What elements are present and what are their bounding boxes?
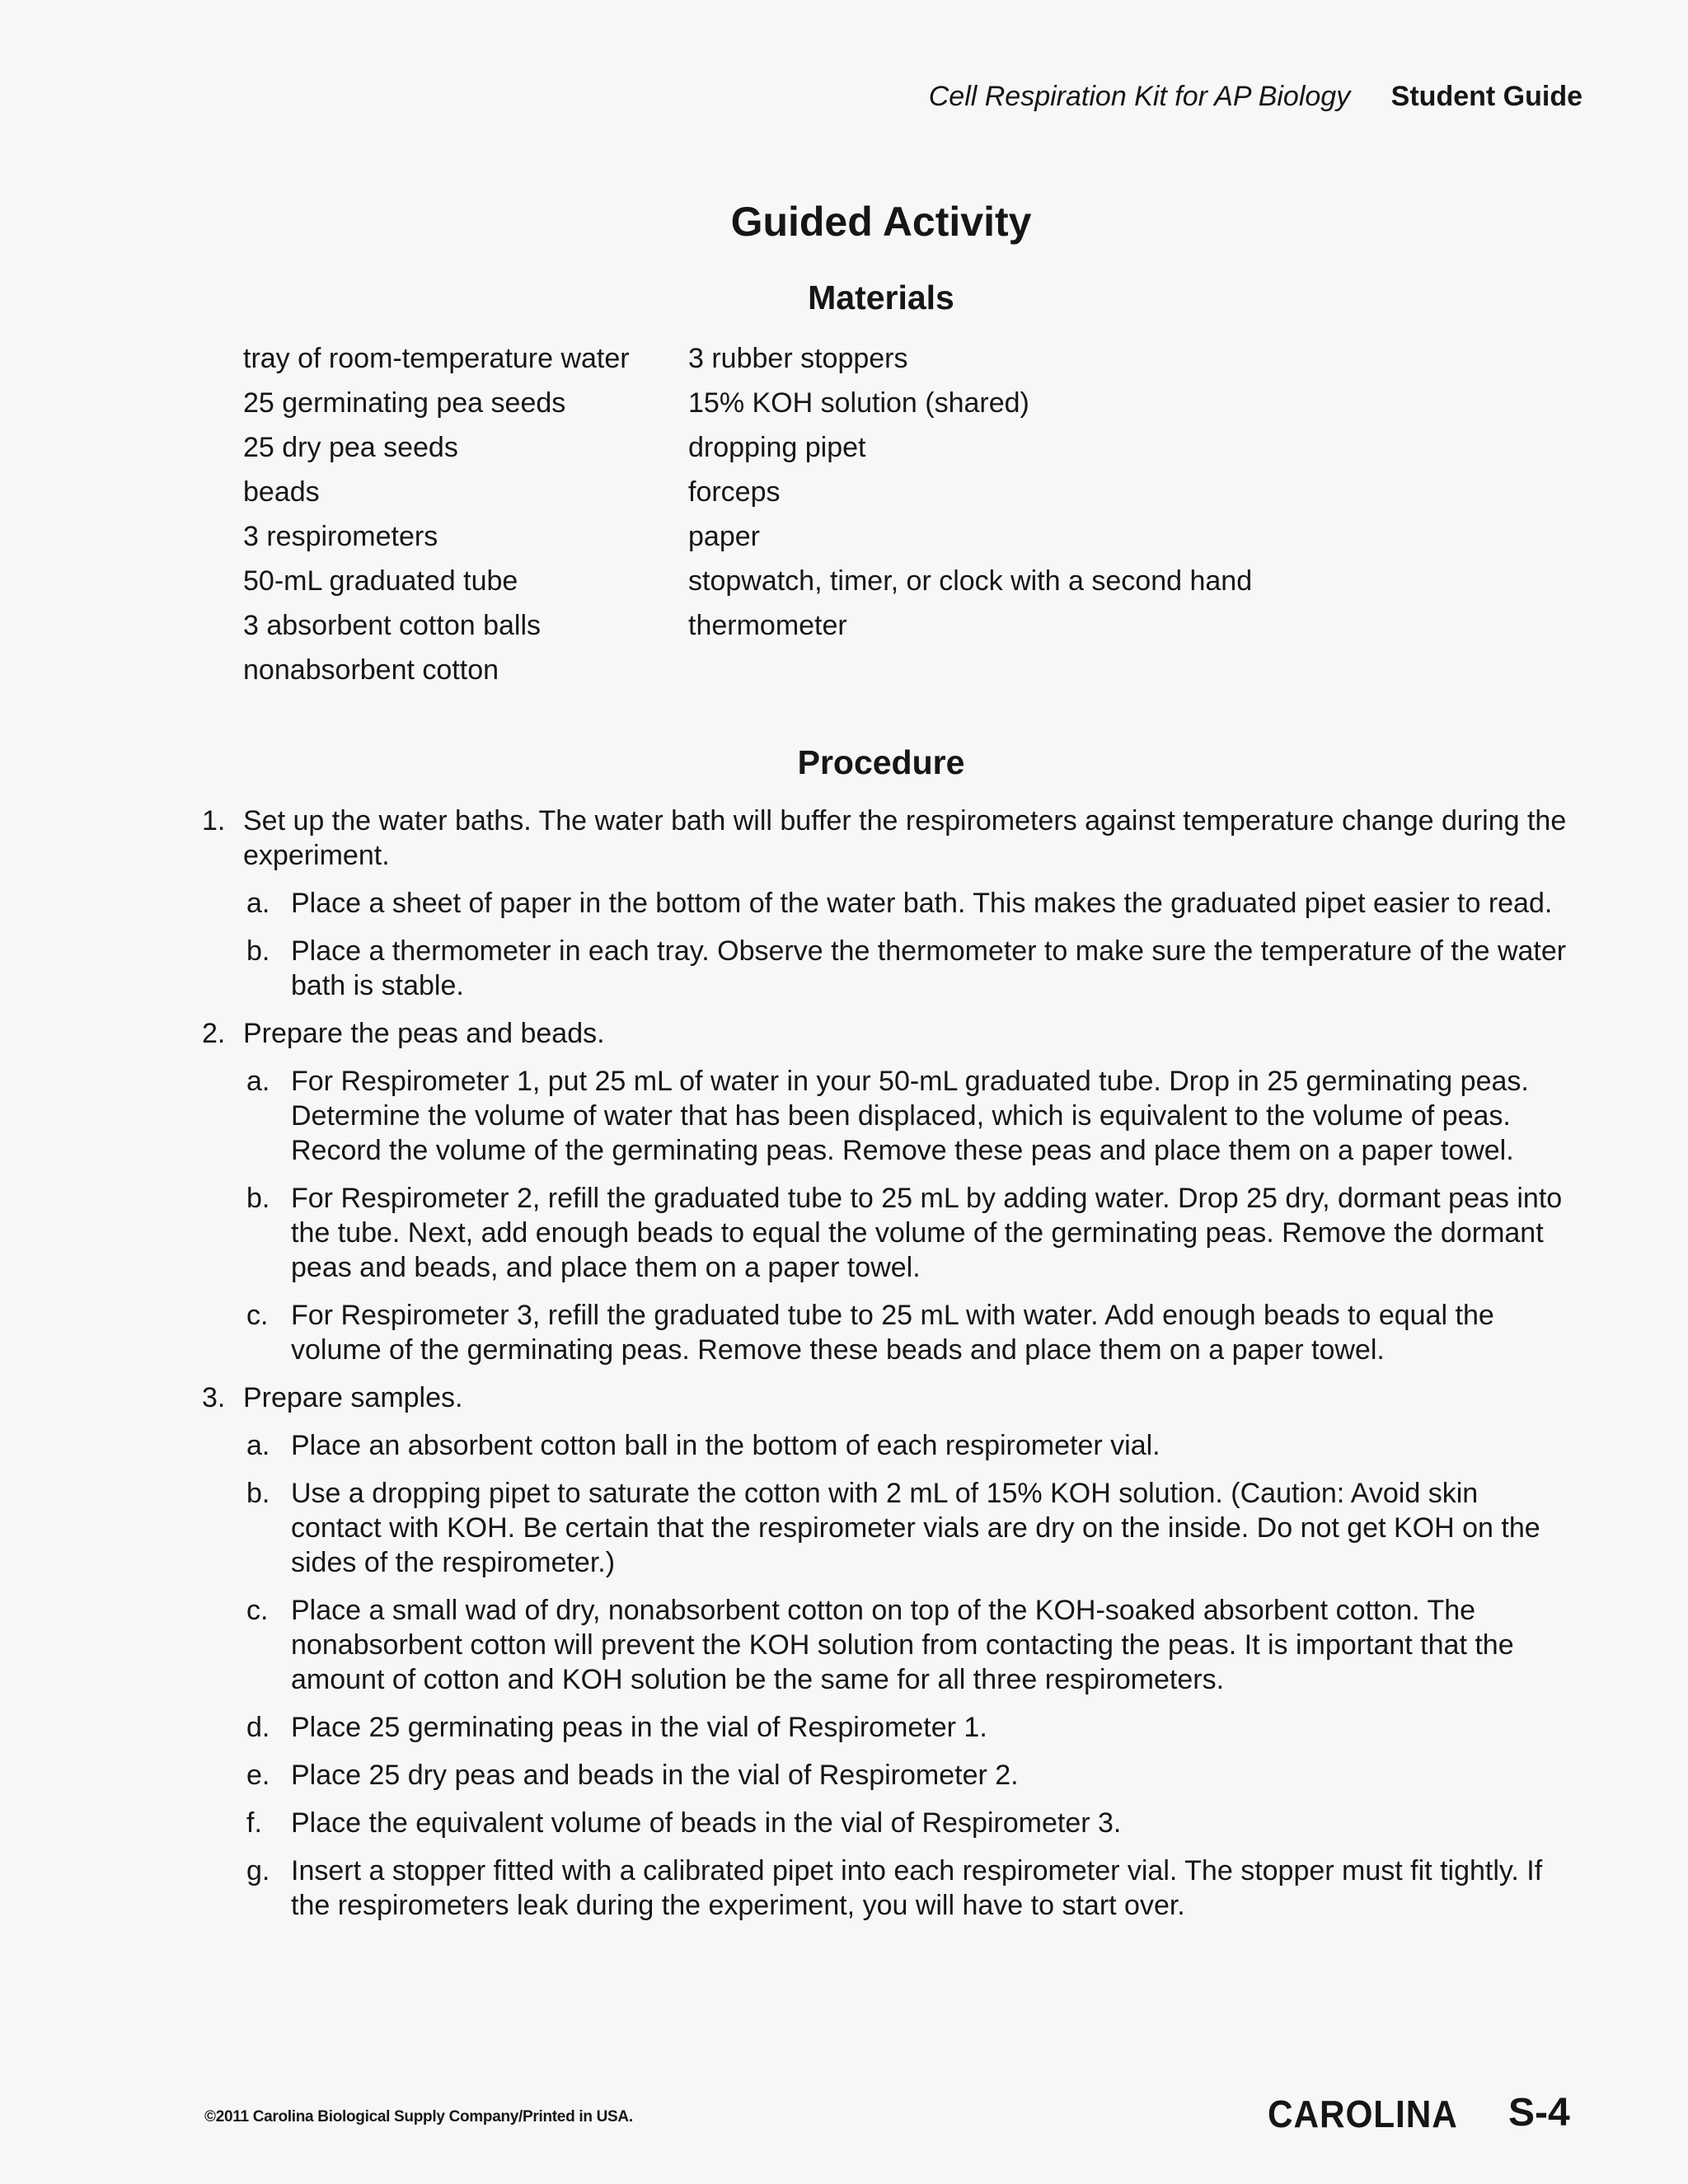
substep-letter: f. [246,1807,262,1839]
carolina-logo: CAROLINA [1268,2093,1458,2135]
substep-text: Use a dropping pipet to saturate the cotton with 2 mL of 15% KOH solution. (Caution: Avoid skin contact with KOH. Be certain that the respirometer vials are dry on the inside. Do not get KOH on the sides of the respirometer.) [291,1478,1540,1578]
substep-text: Place an absorbent cotton ball in the bottom of each respirometer vial. [291,1430,1160,1461]
substep-letter: c. [246,1300,269,1331]
substep [243,1298,1570,1367]
materials-list-left [243,336,630,692]
substep [243,934,1570,1003]
material-item: 50-mL graduated tube [243,565,518,597]
substep-text: Place 25 dry peas and beads in the vial of Respirometer 2. [291,1760,1019,1791]
substep [243,1428,1570,1463]
materials-list-right [688,336,1252,648]
substep-text: Place the equivalent volume of beads in the vial of Respirometer 3. [291,1807,1122,1839]
substep-text: Insert a stopper fitted with a calibrated pipet into each respirometer vial. The stopper must fit tightly. If the respirometers leak during the experiment, you will have to start over. [291,1855,1543,1921]
substep [243,1181,1570,1285]
step-text: Set up the water baths. The water bath will buffer the respirometers against temperature change during the experiment. [243,805,1567,871]
running-header [929,81,1582,113]
procedure-step [202,1016,1570,1367]
material-item: 3 respirometers [243,521,438,552]
substep-letter: b. [246,1478,270,1509]
substep [243,886,1570,921]
material-item: nonabsorbent cotton [243,654,499,686]
substep-letter: d. [246,1712,270,1743]
substep-letter: b. [246,1183,270,1214]
page-title: Guided Activity [730,199,1032,245]
step-number: 3. [202,1382,226,1413]
procedure-step [202,804,1570,1003]
substep [243,1476,1570,1580]
substep [243,1806,1570,1840]
substep-letter: b. [246,935,270,967]
guide-label: Student Guide [1390,81,1582,112]
substep-letter: a. [246,1430,270,1461]
substep-text: Place a small wad of dry, nonabsorbent cotton on top of the KOH-soaked absorbent cotton. The nonabsorbent cotton will prevent the KOH solution from contacting the peas. It is important that the amount of cotton and KOH solution be the same for all three respirometers. [291,1595,1514,1695]
substep [243,1593,1570,1697]
procedure-heading: Procedure [797,743,965,781]
copyright-notice: ©2011 Carolina Biological Supply Company/Printed in USA. [204,2108,633,2125]
material-item: thermometer [688,610,847,641]
step-number: 1. [202,805,226,837]
substep [243,1758,1570,1793]
substep-letter: c. [246,1595,269,1626]
material-item: forceps [688,476,781,508]
substep-letter: a. [246,888,270,919]
materials-heading: Materials [808,279,954,316]
page-number: S-4 [1508,2091,1570,2135]
step-text: Prepare the peas and beads. [243,1018,605,1049]
substep-letter: e. [246,1760,270,1791]
material-item: beads [243,476,320,508]
substep-text: Place a thermometer in each tray. Observe the thermometer to make sure the temperature of the water bath is stable. [291,935,1567,1001]
material-item: paper [688,521,760,552]
substep-list [243,1064,1570,1367]
material-item: stopwatch, timer, or clock with a second hand [688,565,1253,597]
material-item: 15% KOH solution (shared) [688,387,1029,419]
substep [243,1854,1570,1923]
material-item: 3 rubber stoppers [688,343,908,374]
substep [243,1710,1570,1745]
substep [243,1064,1570,1168]
substep-text: Place 25 germinating peas in the vial of Respirometer 1. [291,1712,987,1743]
material-item: 25 dry pea seeds [243,432,458,463]
substep-text: For Respirometer 3, refill the graduated tube to 25 mL with water. Add enough beads to equal the volume of the germinating peas. Remove these beads and place them on a paper towel. [291,1300,1494,1366]
material-item: dropping pipet [688,432,866,463]
substep-letter: g. [246,1855,270,1886]
kit-title: Cell Respiration Kit for AP Biology [928,81,1351,112]
material-item: 25 germinating pea seeds [243,387,566,419]
substep-text: Place a sheet of paper in the bottom of the water bath. This makes the graduated pipet easier to read. [291,888,1553,919]
material-item: tray of room-temperature water [243,343,630,374]
step-number: 2. [202,1018,226,1049]
material-item: 3 absorbent cotton balls [243,610,542,641]
procedure-step [202,1380,1570,1923]
substep-list [243,886,1570,1003]
substep-list [243,1428,1570,1923]
substep-text: For Respirometer 1, put 25 mL of water in your 50-mL graduated tube. Drop in 25 germinating peas. Determine the volume of water that has been displaced, which is equivalent to the volume of peas. Record the volume of the germinating peas. Remove these peas and place them on a paper towel. [291,1066,1529,1166]
substep-letter: a. [246,1066,270,1097]
procedure-steps [202,804,1570,1936]
substep-text: For Respirometer 2, refill the graduated tube to 25 mL by adding water. Drop 25 dry, dormant peas into the tube. Next, add enough beads to equal the volume of the germinating peas. Remove the dormant peas and beads, and place them on a paper towel. [291,1183,1563,1283]
step-text: Prepare samples. [243,1382,463,1413]
